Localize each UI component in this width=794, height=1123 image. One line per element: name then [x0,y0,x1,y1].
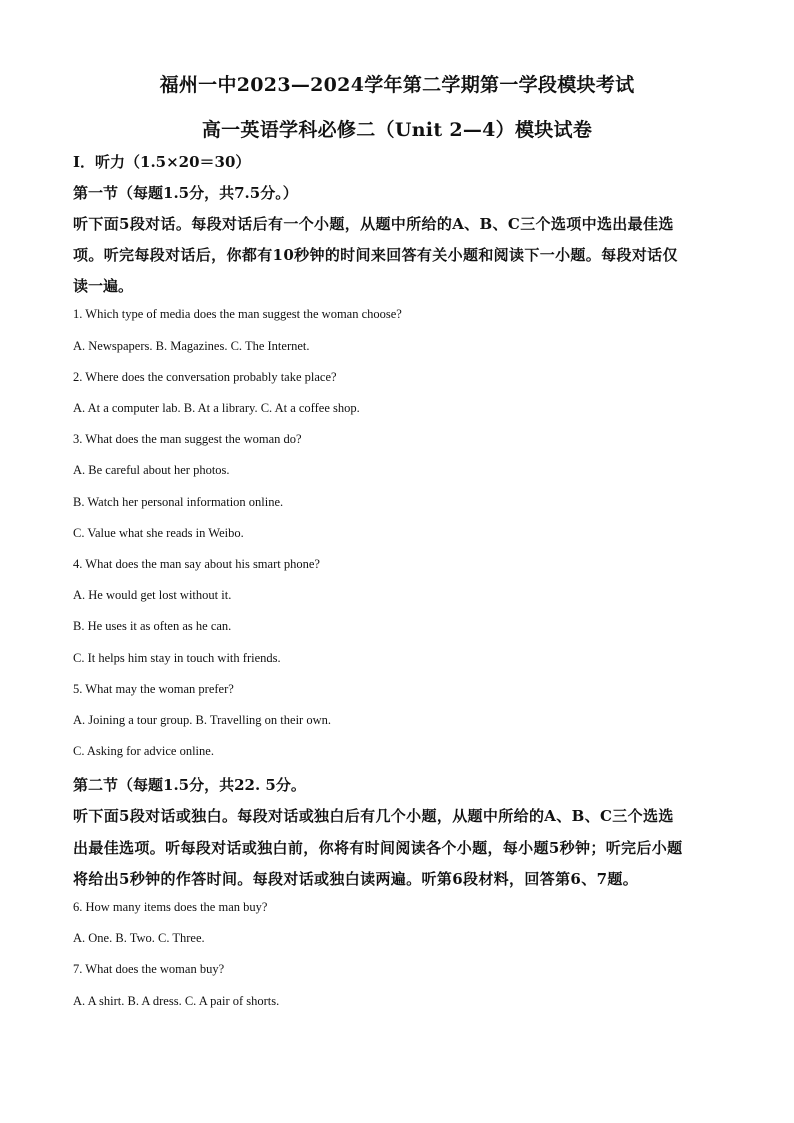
question-4-option-a: A. He would get lost without it. [73,588,232,602]
question-1-options: A. Newspapers. B. Magazines. C. The Internet. [73,339,310,353]
part1-instructions-line: 听下面5段对话。每段对话后有一个小题，从题中所给的A、B、C三个选项中选出最佳选 [73,215,674,233]
exam-subtitle: 高一英语学科必修二（Unit 2—4）模块试卷 [201,119,593,141]
exam-title: 福州一中2023—2024学年第二学期第一学段模块考试 [159,74,635,96]
section-heading-listening: I．听力（1.5×20＝30） [73,153,251,171]
question-7-options: A. A shirt. B. A dress. C. A pair of shorts. [73,994,280,1008]
question-2: 2. Where does the conversation probably take place? [73,370,337,384]
question-3-option-a: A. Be careful about her photos. [73,463,230,477]
question-4: 4. What does the man say about his smart phone? [73,557,320,571]
part2-instructions-line: 听下面5段对话或独白。每段对话或独白后有几个小题，从题中所给的A、B、C三个选选 [73,807,674,825]
question-7: 7. What does the woman buy? [73,962,225,976]
question-3: 3. What does the man suggest the woman do? [73,432,302,446]
question-5: 5. What may the woman prefer? [73,682,234,696]
part1-instructions-line: 读一遍。 [73,277,134,295]
part1-heading: 第一节（每题1.5分，共7.5分。） [73,184,298,202]
question-1: 1. Which type of media does the man suggest the woman choose? [73,307,402,321]
question-5-options-ab: A. Joining a tour group. B. Travelling on their own. [73,713,331,727]
question-6-options: A. One. B. Two. C. Three. [73,931,205,945]
question-3-option-c: C. Value what she reads in Weibo. [73,526,244,540]
part2-heading: 第二节（每题1.5分，共22. 5分。 [73,776,306,794]
part1-instructions-line: 项。听完每段对话后，你都有10秒钟的时间来回答有关小题和阅读下一小题。每段对话仅 [73,246,678,264]
question-3-option-b: B. Watch her personal information online. [73,495,284,509]
part2-instructions-line: 出最佳选项。听每段对话或独白前，你将有时间阅读各个小题，每小题5秒钟；听完后小题 [73,839,683,857]
part2-instructions-line: 将给出5秒钟的作答时间。每段对话或独白读两遍。听第6段材料，回答第6、7题。 [73,870,639,888]
question-6: 6. How many items does the man buy? [73,900,268,914]
question-4-option-b: B. He uses it as often as he can. [73,619,232,633]
question-2-options: A. At a computer lab. B. At a library. C. At a coffee shop. [73,401,360,415]
question-5-option-c: C. Asking for advice online. [73,744,214,758]
question-4-option-c: C. It helps him stay in touch with friends. [73,651,281,665]
